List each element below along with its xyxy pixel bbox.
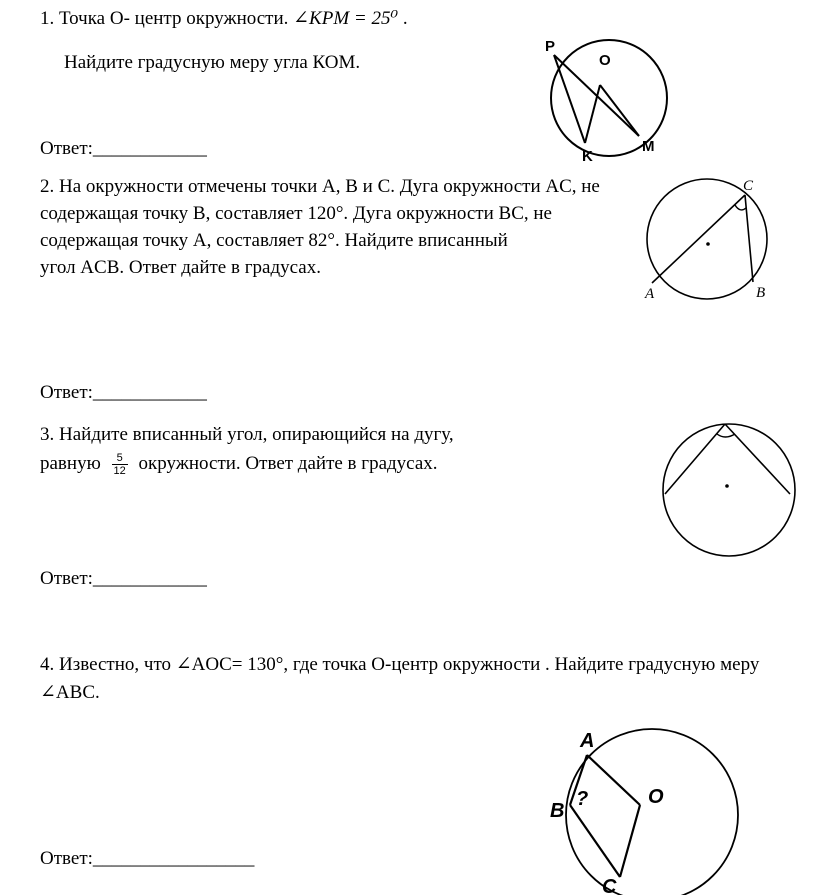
fraction-numerator: 5 [112,452,128,465]
problem-4-line-2: ∠ABC. [40,682,100,703]
problem-1-dot: . [402,8,408,29]
problem-3-figure [655,418,805,568]
problem-2-line-4: угол ACB. Ответ дайте в градусах. [40,257,321,278]
chord-BC [745,195,753,282]
label-A: A [580,730,595,752]
problem-2-answer: Ответ:____________ [40,382,207,403]
problem-3-circle [663,424,795,556]
problem-1-statement [40,8,408,31]
problem-2-figure [630,175,780,305]
segment-BC [570,805,620,877]
label-K: K [582,148,593,165]
problem-1-angle: ∠KPM = 25⁰ [293,8,399,29]
label-C: C [743,178,754,194]
label-O: O [648,786,664,808]
problem-2-line-2: содержащая точку B, составляет 120°. Дуга окружности BC, не [40,203,552,224]
label-O: O [599,52,611,69]
center-dot [725,484,729,488]
fraction-5-12 [112,452,128,477]
problem-3-line-1: 3. Найдите вписанный угол, опирающийся на дугу, [40,424,454,445]
problem-1-text: 1. Точка О- центр окружности. [40,8,289,29]
segment-AO [587,755,640,805]
problem-2-line-1: 2. На окружности отмечены точки A, B и C. Дуга окружности AC, не [40,176,600,197]
segment-KO [585,85,600,143]
problem-1-figure [530,25,680,170]
problem-4-line-1: 4. Известно, что ∠AOC= 130°, где точка O-центр окружности . Найдите градусную меру [40,654,760,675]
label-M: M [642,138,655,155]
problem-3-before: равную [40,452,101,474]
angle-arc [717,434,735,437]
problem-4-figure [540,725,720,895]
segment-PK [554,55,585,143]
label-B: B [756,285,766,301]
problem-2-line-3: содержащая точку A, составляет 82°. Найдите вписанный [40,230,508,251]
chord-AC [652,195,745,283]
problem-3-after: окружности. Ответ дайте в градусах. [138,452,438,474]
segment-CO [620,805,640,877]
label-B: B [550,800,565,822]
problem-3-answer: Ответ:____________ [40,568,207,589]
segment-OM [600,85,639,136]
angle-C-arc [735,205,746,210]
problem-3-line-2 [40,452,438,477]
problem-4-answer: Ответ:_________________ [40,848,255,869]
label-question: ? [576,788,589,810]
problem-1-answer: Ответ:____________ [40,138,207,159]
label-A: A [645,286,655,302]
fraction-denominator: 12 [113,465,126,478]
label-C: C [602,876,617,895]
chord-left [665,424,725,494]
problem-1-question: Найдите градусную меру угла КОМ. [64,52,361,73]
center-dot [706,242,710,246]
problem-4-circle [566,729,738,895]
label-P: P [545,38,556,55]
